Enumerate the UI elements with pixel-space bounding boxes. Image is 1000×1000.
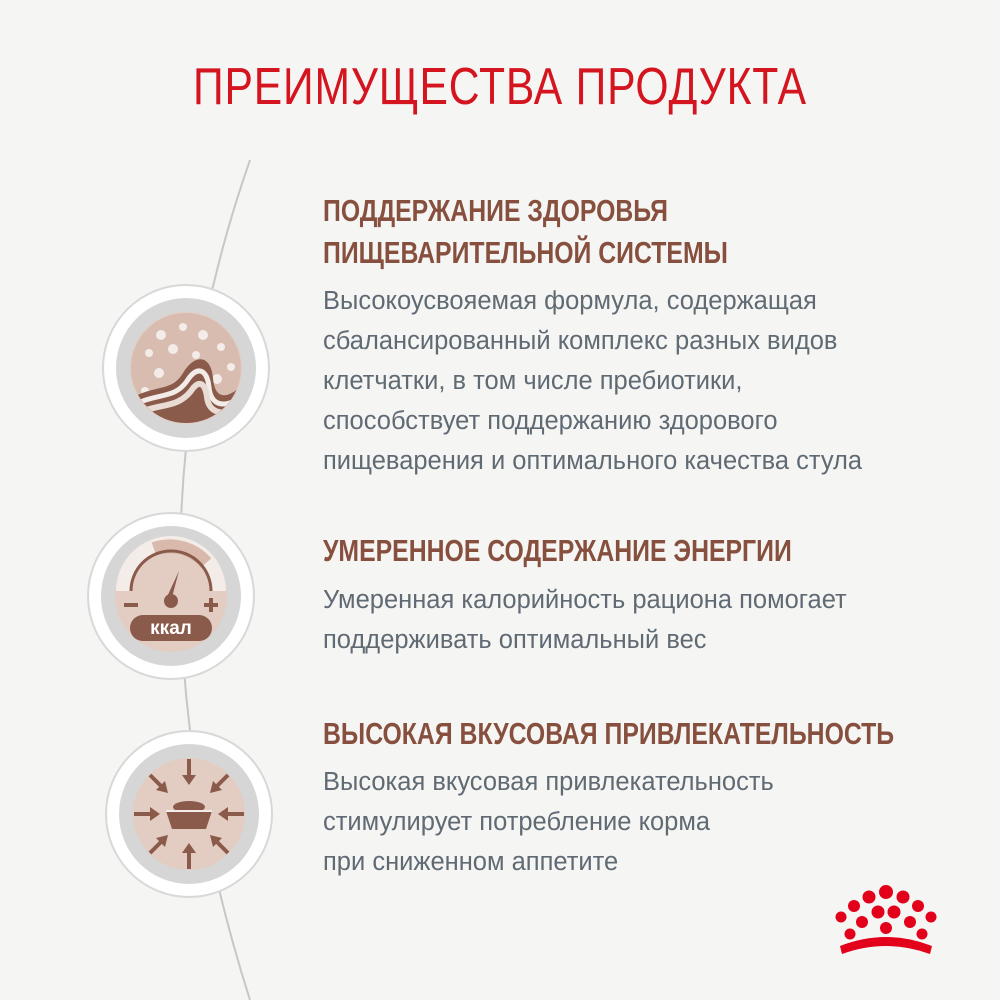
food-bowl-arrows-icon <box>104 729 274 899</box>
calorie-gauge-icon <box>86 511 256 681</box>
royal-canin-crown-icon <box>832 884 940 960</box>
kcal-label: ккал <box>150 618 192 639</box>
benefit-description: Высокоусвояемая формула, содержащая сбалансированный комплекс разных видов клетчатки, в том числе пребиотики, способствует поддержанию здорового пищеварения и оптимального качества стула <box>323 287 863 475</box>
page-title: ПРЕИМУЩЕСТВА ПРОДУКТА <box>193 58 807 116</box>
benefit-description: Высокая вкусовая привлекательность стимулирует потребление корма при сниженном аппетите <box>323 768 774 876</box>
benefit-heading: ВЫСОКАЯ ВКУСОВАЯ ПРИВЛЕКАТЕЛЬНОСТЬ <box>323 716 895 751</box>
benefit-heading: УМЕРЕННОЕ СОДЕРЖАНИЕ ЭНЕРГИИ <box>323 533 792 568</box>
benefit-description: Умеренная калорийность рациона помогает поддерживать оптимальный вес <box>323 586 847 654</box>
benefit-heading: ПОДДЕРЖАНИЕ ЗДОРОВЬЯ ПИЩЕВАРИТЕЛЬНОЙ СИСТЕМЫ <box>323 193 728 270</box>
digestive-health-icon <box>101 283 271 453</box>
